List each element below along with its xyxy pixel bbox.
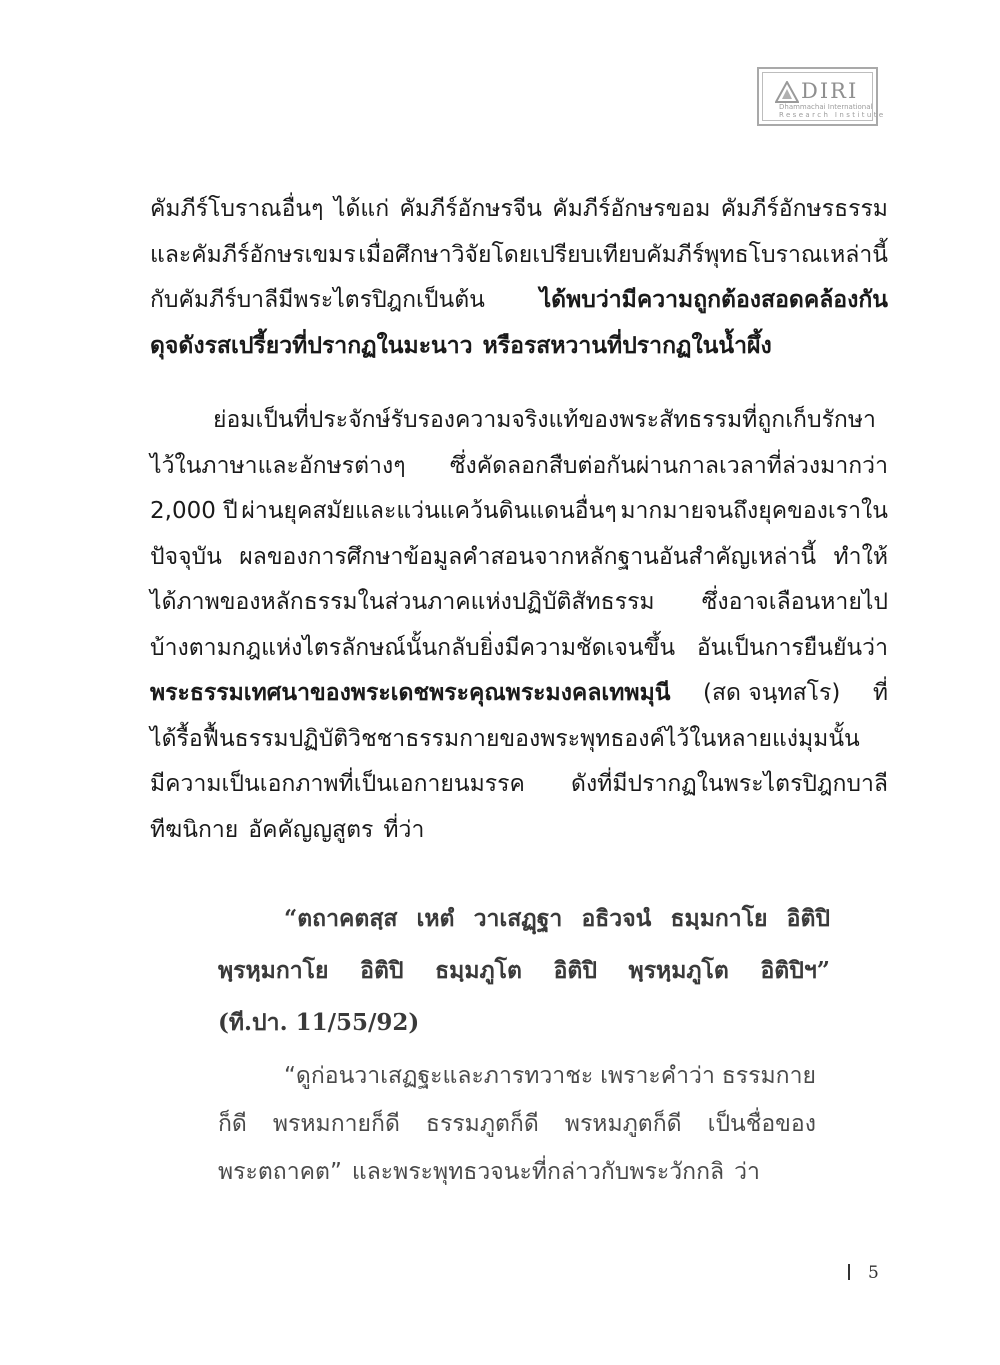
text-word: อัคคัญญสูตร xyxy=(248,816,374,843)
text-word: วาเสฏฺฐา xyxy=(473,905,563,932)
text-word: อิติปิฯ” xyxy=(760,957,830,984)
quote-line xyxy=(218,1148,816,1196)
pali-quotation xyxy=(218,893,830,1049)
paragraph-line xyxy=(150,444,888,490)
text-word: ที่ว่า xyxy=(383,816,425,843)
paragraph-line xyxy=(150,626,888,672)
paragraph-line xyxy=(150,580,888,626)
text-word: อิติปิ xyxy=(553,957,597,984)
text-word: พรหมกายก็ดี xyxy=(272,1111,400,1137)
text-word: ซึ่งคัดลอกสืบต่อกันผ่านกาลเวลาที่ล่วงมากว่า xyxy=(449,452,888,479)
triangle-emblem-icon xyxy=(775,81,799,103)
monk-name-emphasis: พระธรรมเทศนาของพระเดชพระคุณพระมงคลเทพมุนี xyxy=(150,680,671,706)
text-word: อธิวจนํ xyxy=(581,905,652,932)
quote-line xyxy=(218,1100,816,1148)
text-word: ที่ xyxy=(872,680,888,706)
text-word: เหตํ xyxy=(416,905,455,932)
logo-frame xyxy=(762,72,886,121)
text-word: ดังที่มีปรากฏในพระไตรปิฎกบาลี xyxy=(571,771,888,797)
text-word: ธรรมกาย xyxy=(721,1063,816,1089)
text-word: ไว้ในภาษาและอักษรต่างๆ xyxy=(150,452,406,479)
paragraph-line xyxy=(150,535,888,581)
text-word: คัมภีร์อักษรธรรม xyxy=(720,196,888,222)
logo-subtitle-1: Dhammachai International xyxy=(779,103,873,111)
paragraph-line xyxy=(150,398,888,444)
text-word: กับคัมภีร์บาลีมีพระไตรปิฎกเป็นต้น xyxy=(150,287,485,313)
text-word: ว่า xyxy=(734,1159,760,1185)
text-word: บ้างตามกฎแห่งไตรลักษณ์นั้นกลับยิ่งมีความชัดเจนขึ้น xyxy=(150,634,676,661)
text-word: ย่อมเป็นที่ประจักษ์รับรองความจริงแท้ของพระสัทธรรมที่ถูกเก็บรักษา xyxy=(213,407,876,433)
quote-line xyxy=(218,893,830,945)
text-word: ธมฺมกาโย xyxy=(670,905,768,932)
page-number-divider xyxy=(848,1264,850,1280)
paragraph-line xyxy=(150,324,888,370)
page-number xyxy=(848,1263,879,1283)
text-word: เป็นชื่อของ xyxy=(707,1111,816,1137)
text-word: พฺรหฺมภูโต xyxy=(628,957,729,984)
text-word: ได้แก่ xyxy=(333,196,390,222)
quote-line xyxy=(218,1052,816,1100)
text-word: ธมฺมภูโต xyxy=(435,957,522,984)
paragraph-line xyxy=(150,671,888,717)
text-word: อันเป็นการยืนยันว่า xyxy=(696,634,888,661)
text-word: คัมภีร์โบราณอื่นๆ xyxy=(150,196,324,222)
citation-reference: (ที.ปา. 11/55/92) xyxy=(218,1009,420,1036)
text-word: ทีฆนิกาย xyxy=(150,816,239,843)
text-word: คัมภีร์อักษรจีน xyxy=(399,196,543,222)
text-word: อิติปิ xyxy=(360,957,404,984)
text-word: ผ่านยุคสมัยและแว่นแคว้นดินแดนอื่นๆ xyxy=(241,498,617,524)
text-word: “ตถาคตสฺส xyxy=(284,905,398,932)
text-word: (สด จนฺทสโร) xyxy=(702,680,841,706)
text-word: ปัจจุบัน xyxy=(150,543,222,570)
paragraph-line xyxy=(150,762,888,808)
paragraph-2 xyxy=(150,398,888,853)
text-word: ทำให้ xyxy=(833,543,888,570)
quote-line xyxy=(218,945,830,997)
paragraph-line xyxy=(150,278,888,324)
paragraph-line xyxy=(150,717,888,763)
text-word: และคัมภีร์อักษรเขมร xyxy=(150,241,356,268)
emphasis-text: ดุจดังรสเปรี้ยวที่ปรากฏในมะนาว xyxy=(150,332,473,359)
text-word: พรหมภูตก็ดี xyxy=(564,1111,682,1137)
emphasis-text: ได้พบว่ามีความถูกต้องสอดคล้องกัน xyxy=(539,287,888,313)
text-word: ก็ดี xyxy=(218,1111,247,1137)
text-word: ได้ภาพของหลักธรรมในส่วนภาคแห่งปฏิบัติสัทธรรม xyxy=(150,589,655,615)
text-word: ธรรมภูตก็ดี xyxy=(425,1111,539,1137)
text-word: และพระพุทธวจนะที่กล่าวกับพระวักกลิ xyxy=(351,1159,725,1185)
text-word: ได้รื้อฟื้นธรรมปฏิบัติวิชชาธรรมกายของพระพุทธองค์ไว้ในหลายแง่มุมนั้น xyxy=(150,725,860,752)
thai-quotation xyxy=(218,1052,816,1196)
text-word: พฺรหฺมกาโย xyxy=(218,957,329,984)
page-number-value: 5 xyxy=(868,1263,879,1283)
text-word: มากมายจนถึงยุคของเราใน xyxy=(620,498,888,524)
logo-subtitle-2: Research Institute xyxy=(779,111,886,119)
text-word: เมื่อศึกษาวิจัยโดยเปรียบเทียบคัมภีร์พุทธโบราณเหล่านี้ xyxy=(358,241,888,268)
paragraph-line xyxy=(150,187,888,233)
quote-line xyxy=(218,997,830,1049)
text-word: คัมภีร์อักษรขอม xyxy=(552,196,711,222)
text-word: ผลของการศึกษาข้อมูลคำสอนจากหลักฐานอันสำคัญเหล่านี้ xyxy=(239,543,817,570)
logo-name: DIRI xyxy=(801,79,859,103)
text-word: มีความเป็นเอกภาพที่เป็นเอกายนมรรค xyxy=(150,771,525,797)
text-word: อิติปิ xyxy=(786,905,830,932)
text-word: ซึ่งอาจเลือนหายไป xyxy=(701,589,888,615)
text-word: เพราะคำว่า xyxy=(600,1063,715,1089)
institute-logo xyxy=(757,67,886,126)
text-word: 2,000 ปี xyxy=(150,498,238,524)
text-word: พระตถาคต” xyxy=(218,1159,342,1185)
paragraph-1 xyxy=(150,187,888,369)
paragraph-line xyxy=(150,489,888,535)
emphasis-text: หรือรสหวานที่ปรากฏในน้ำผึ้ง xyxy=(482,332,772,359)
text-word: “ดูก่อนวาเสฏฐะและภารทวาชะ xyxy=(284,1063,594,1089)
paragraph-line xyxy=(150,233,888,279)
paragraph-line xyxy=(150,808,888,854)
